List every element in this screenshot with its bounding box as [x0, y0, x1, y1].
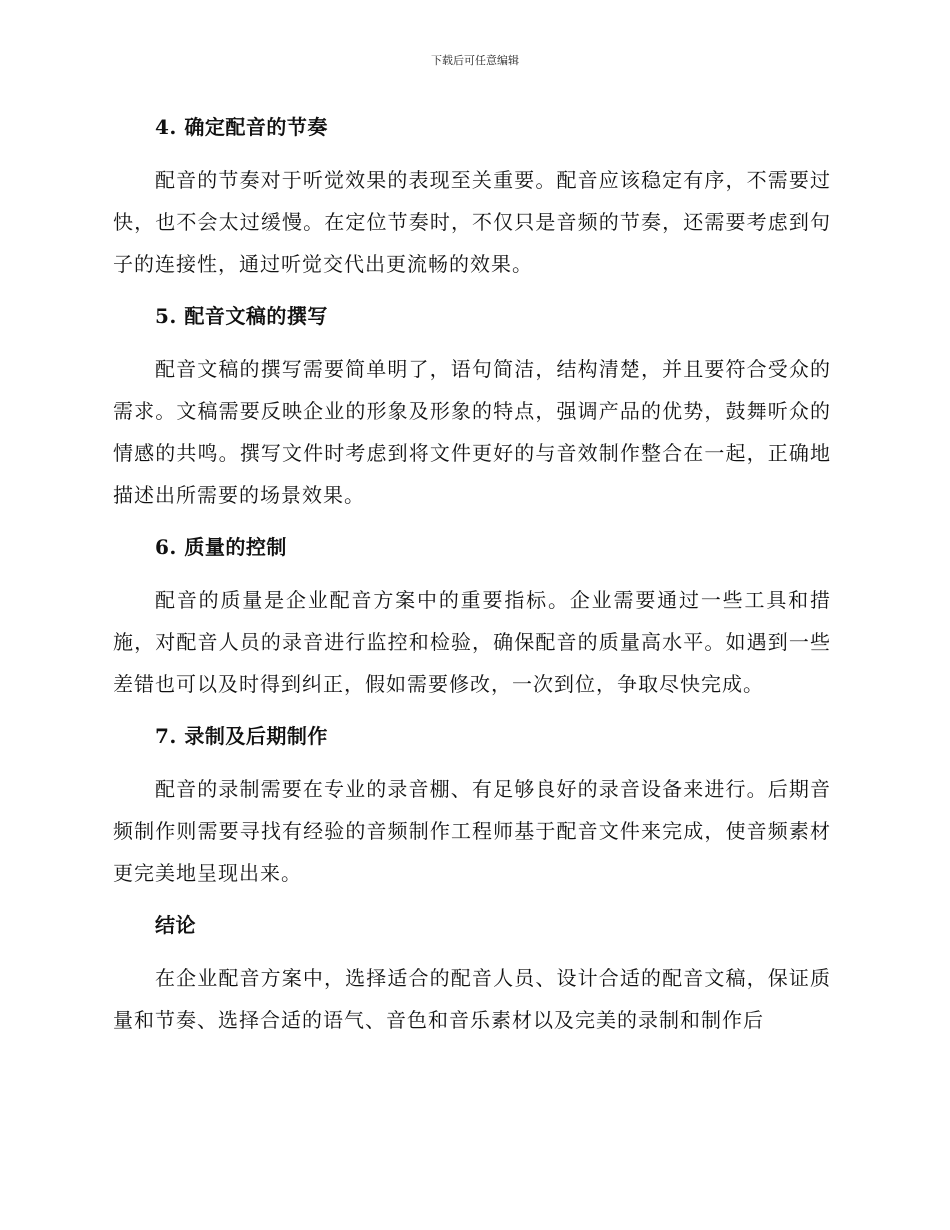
section-heading: 4. 确定配音的节奏: [155, 115, 328, 139]
section-paragraph: 配音的节奏对于听觉效果的表现至关重要。配音应该稳定有序，不需要过快，也不会太过缓慢。在定位节奏时，不仅只是音频的节奏，还需要考虑到句子的连接性，通过听觉交代出更流畅的效果。: [113, 168, 831, 276]
section-recording-production: [113, 717, 831, 894]
section-conclusion: [113, 906, 831, 1041]
section-heading: 7. 录制及后期制作: [155, 724, 328, 748]
section-paragraph: 配音的质量是企业配音方案中的重要指标。企业需要通过一些工具和措施，对配音人员的录音进行监控和检验，确保配音的质量高水平。如遇到一些差错也可以及时得到纠正，假如需要修改，一次到位，争取尽快完成。: [113, 588, 831, 696]
section-heading: 6. 质量的控制: [155, 535, 287, 559]
section-script-writing: [113, 297, 831, 516]
section-heading: 结论: [155, 913, 196, 937]
section-heading: 5. 配音文稿的撰写: [155, 304, 328, 328]
document-body: [113, 108, 831, 1041]
page-header: 下载后可任意编辑: [431, 54, 519, 67]
section-paragraph: 配音文稿的撰写需要简单明了，语句简洁，结构清楚，并且要符合受众的需求。文稿需要反映企业的形象及形象的特点，强调产品的优势，鼓舞听众的情感的共鸣。撰写文件时考虑到将文件更好的与音效制作整合在一起，正确地描述出所需要的场景效果。: [113, 357, 831, 507]
section-quality-control: [113, 528, 831, 705]
section-paragraph: 在企业配音方案中，选择适合的配音人员、设计合适的配音文稿，保证质量和节奏、选择合适的语气、音色和音乐素材以及完美的录制和制作后: [113, 966, 831, 1032]
section-rhythm: [113, 108, 831, 285]
section-paragraph: 配音的录制需要在专业的录音棚、有足够良好的录音设备来进行。后期音频制作则需要寻找有经验的音频制作工程师基于配音文件来完成，使音频素材更完美地呈现出来。: [113, 777, 831, 885]
